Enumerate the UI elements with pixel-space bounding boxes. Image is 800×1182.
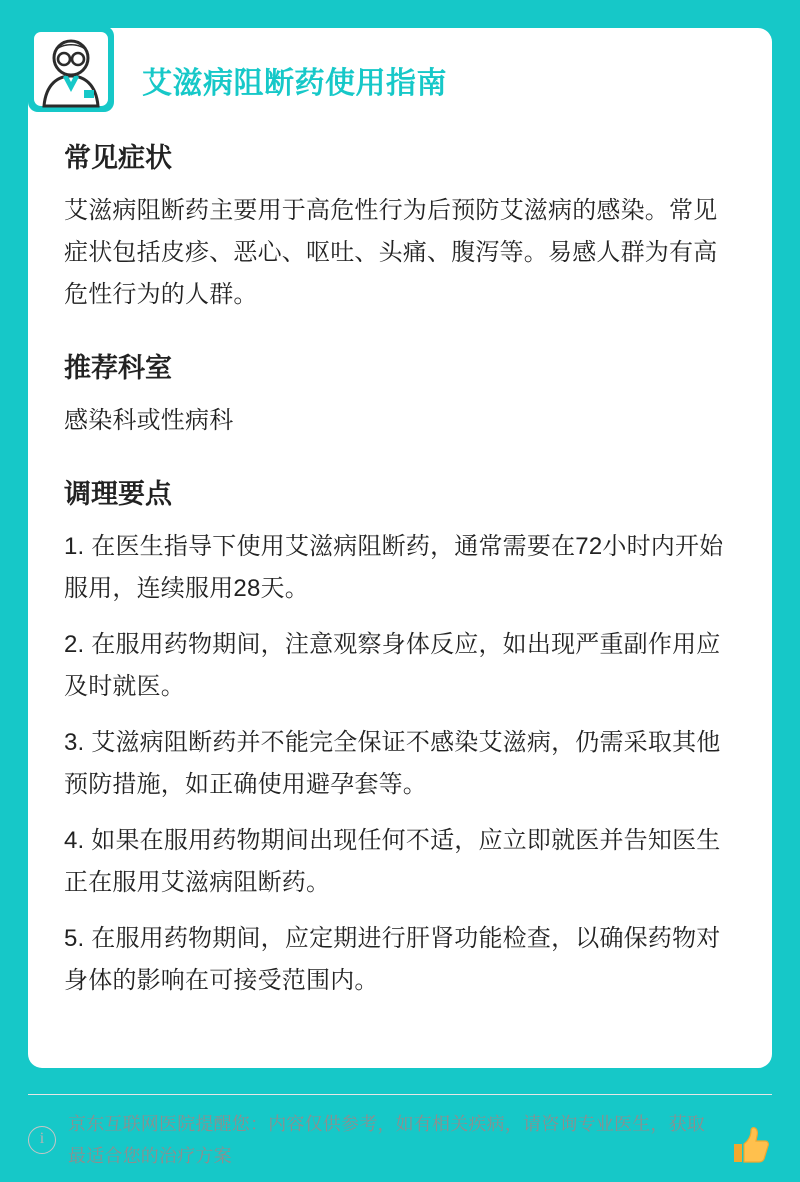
section-heading-symptoms: 常见症状 (64, 143, 172, 173)
doctor-avatar-icon (28, 26, 114, 112)
page-title: 艾滋病阻断药使用指南 (142, 67, 447, 100)
content-card (28, 28, 772, 1068)
section-paragraph-department: 感染科或性病科 (64, 407, 234, 434)
list-item: 3. 艾滋病阻断药并不能完全保证不感染艾滋病，仍需采取其他预防措施，如正确使用避孕套等。 (64, 729, 721, 798)
footer-disclaimer-bar (28, 1094, 772, 1182)
list-item: 1. 在医生指导下使用艾滋病阻断药，通常需要在72小时内开始服用，连续服用28天。 (64, 533, 724, 602)
section-paragraph-symptoms: 艾滋病阻断药主要用于高危性行为后预防艾滋病的感染。常见症状包括皮疹、恶心、呕吐、头痛、腹泻等。易感人群为有高危性行为的人群。 (64, 197, 718, 308)
footer-disclaimer-text: 京东互联网医院提醒您：内容仅供参考，如有相关疾病，请咨询专业医生，获取最适合您的治疗方案 (68, 1114, 705, 1166)
section-heading-department: 推荐科室 (64, 353, 172, 383)
section-heading-care-points: 调理要点 (64, 479, 172, 509)
thumbs-up-icon[interactable] (728, 1124, 772, 1168)
footer-divider (28, 1094, 772, 1095)
list-item: 5. 在服用药物期间，应定期进行肝肾功能检查，以确保药物对身体的影响在可接受范围内。 (64, 925, 721, 994)
info-circle-icon: i (28, 1126, 56, 1154)
list-item: 4. 如果在服用药物期间出现任何不适，应立即就医并告知医生正在服用艾滋病阻断药。 (64, 827, 721, 896)
list-item: 2. 在服用药物期间，注意观察身体反应，如出现严重副作用应及时就医。 (64, 631, 721, 700)
